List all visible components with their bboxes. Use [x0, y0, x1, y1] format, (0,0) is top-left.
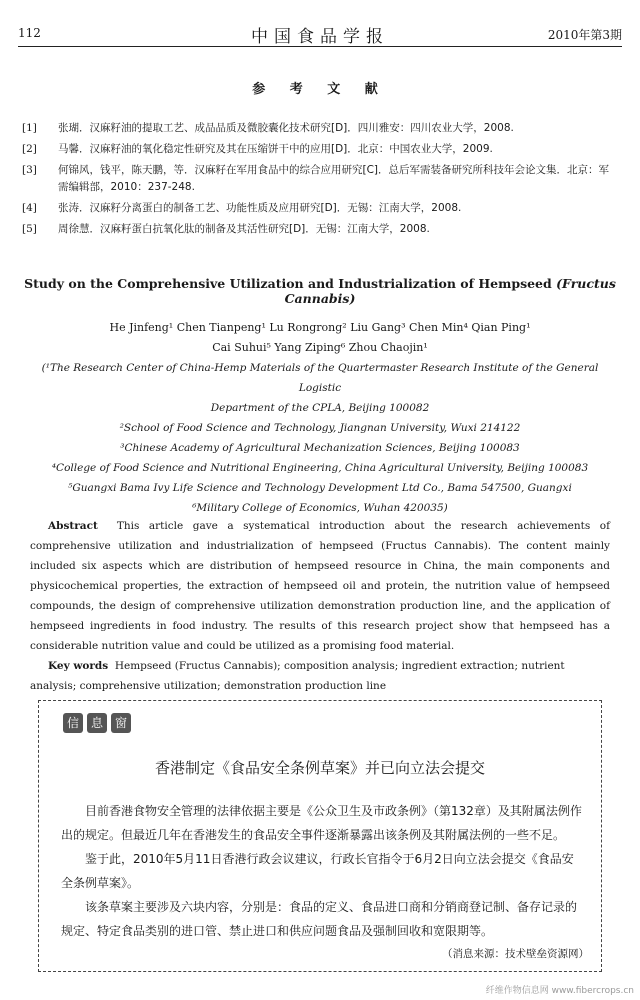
news-body	[61, 799, 583, 943]
reference-text: 张涛．汉麻籽分离蛋白的制备工艺、功能性质及应用研究[D]．无锡：江南大学，2008.	[58, 202, 462, 214]
abstract-label: Abstract	[48, 520, 98, 532]
affiliation-line: ³Chinese Academy of Agricultural Mechanization Sciences, Beijing 100083	[120, 442, 520, 454]
affiliation-line: ²School of Food Science and Technology, Jiangnan University, Wuxi 214122	[119, 422, 521, 434]
news-paragraph: 鉴于此，2010年5月11日香港行政会议建议，行政长官指令于6月2日向立法会提交《食品安全条例草案》。	[61, 852, 574, 890]
reference-item	[22, 120, 618, 137]
reference-number: [4]	[22, 202, 37, 214]
english-title	[10, 276, 630, 306]
reference-text: 马馨．汉麻籽油的氧化稳定性研究及其在压缩饼干中的应用[D]．北京：中国农业大学，2009.	[58, 143, 493, 155]
keywords-paragraph	[30, 656, 610, 696]
issue-label: 2010年第3期	[547, 28, 622, 42]
reference-number: [1]	[22, 122, 37, 134]
news-source: （消息来源：技术壁垒资源网）	[442, 948, 589, 960]
reference-text: 张瑚．汉麻籽油的提取工艺、成品品质及微胶囊化技术研究[D]．四川雅安：四川农业大学，2008.	[58, 122, 514, 134]
news-box	[38, 700, 602, 972]
news-title: 香港制定《食品安全条例草案》并已向立法会提交	[154, 759, 485, 777]
journal-title: 中国食品学报	[251, 27, 389, 47]
affiliation-list	[30, 358, 610, 518]
abstract-paragraph	[30, 516, 610, 656]
news-tag-char: 信	[63, 713, 83, 733]
news-tag-char: 息	[87, 713, 107, 733]
keywords-text: Hempseed (Fructus Cannabis); composition analysis; ingredient extraction; nutrient analysis; comprehensive utilization; demonstration production line	[30, 660, 565, 692]
news-paragraph: 该条草案主要涉及六块内容，分别是：食品的定义、食品进口商和分销商登记制、备存记录的规定、特定食品类别的进口管、禁止进口和供应问题食品及强制回收和宽限期等。	[61, 900, 578, 938]
references-heading: 参 考 文 献	[252, 82, 388, 97]
keywords-label: Key words	[48, 660, 109, 672]
reference-item	[22, 141, 618, 158]
reference-item	[22, 200, 618, 217]
english-title-main: Study on the Comprehensive Utilization and Industrialization of Hempseed	[24, 276, 552, 291]
reference-number: [2]	[22, 143, 37, 155]
author-list	[40, 318, 600, 358]
reference-number: [5]	[22, 223, 37, 235]
authors-line: He Jinfeng¹ Chen Tianpeng¹ Lu Rongrong² Liu Gang³ Chen Min⁴ Qian Ping¹	[109, 321, 531, 334]
affiliation-line: (¹The Research Center of China-Hemp Materials of the Quartermaster Research Institute of the General Logistic	[41, 362, 599, 394]
page-number: 112	[18, 26, 41, 40]
affiliation-line: ⁶Military College of Economics, Wuhan 420035)	[192, 502, 448, 514]
page-header	[18, 22, 622, 47]
news-tag-char: 窗	[111, 713, 131, 733]
header-rule	[18, 46, 622, 47]
reference-item	[22, 162, 618, 196]
reference-item	[22, 221, 618, 238]
reference-text: 周徐慧．汉麻籽蛋白抗氧化肽的制备及其活性研究[D]．无锡：江南大学，2008.	[58, 223, 430, 235]
news-tag	[63, 713, 131, 733]
authors-line: Cai Suhui⁵ Yang Ziping⁶ Zhou Chaojin¹	[212, 341, 428, 354]
affiliation-line: ⁴College of Food Science and Nutritional Engineering, China Agricultural University, Beijing 100083	[51, 462, 589, 474]
english-title-latin: (Fructus Cannabis)	[284, 276, 616, 306]
affiliation-line: Department of the CPLA, Beijing 100082	[210, 402, 430, 414]
news-paragraph: 目前香港食物安全管理的法律依据主要是《公众卫生及市政条例》（第132章）及其附属法例作出的规定。但最近几年在香港发生的食品安全事件逐渐暴露出该条例及其附属法例的一些不足。	[61, 804, 582, 842]
reference-number: [3]	[22, 164, 37, 176]
affiliation-line: ⁵Guangxi Bama Ivy Life Science and Technology Development Ltd Co., Bama 547500, Guangxi	[68, 482, 572, 494]
reference-text: 何锦风，钱平，陈天鹏，等．汉麻籽在军用食品中的综合应用研究[C]．总后军需装备研究所科技年会论文集．北京：军需编辑部，2010：237-248.	[58, 164, 610, 193]
abstract-text: This article gave a systematical introduction about the research achievements of comprehensive utilization and industrialization of hempseed (Fructus Cannabis). The content mainly included six aspects which are distribution of hempseed resource in China, the main components and physicochemical properties, the extraction of hempseed oil and protein, the nutrition value of hempseed compounds, the design of comprehensive utilization demonstration production line, and the application of hempseed ingredients in food industry. The results of this research project show that hempseed has a considerable nutrition value and could be utilized as a promising food material.	[30, 520, 610, 652]
watermark: 纤维作物信息网 www.fibercrops.cn	[485, 986, 634, 996]
reference-list	[22, 120, 618, 242]
